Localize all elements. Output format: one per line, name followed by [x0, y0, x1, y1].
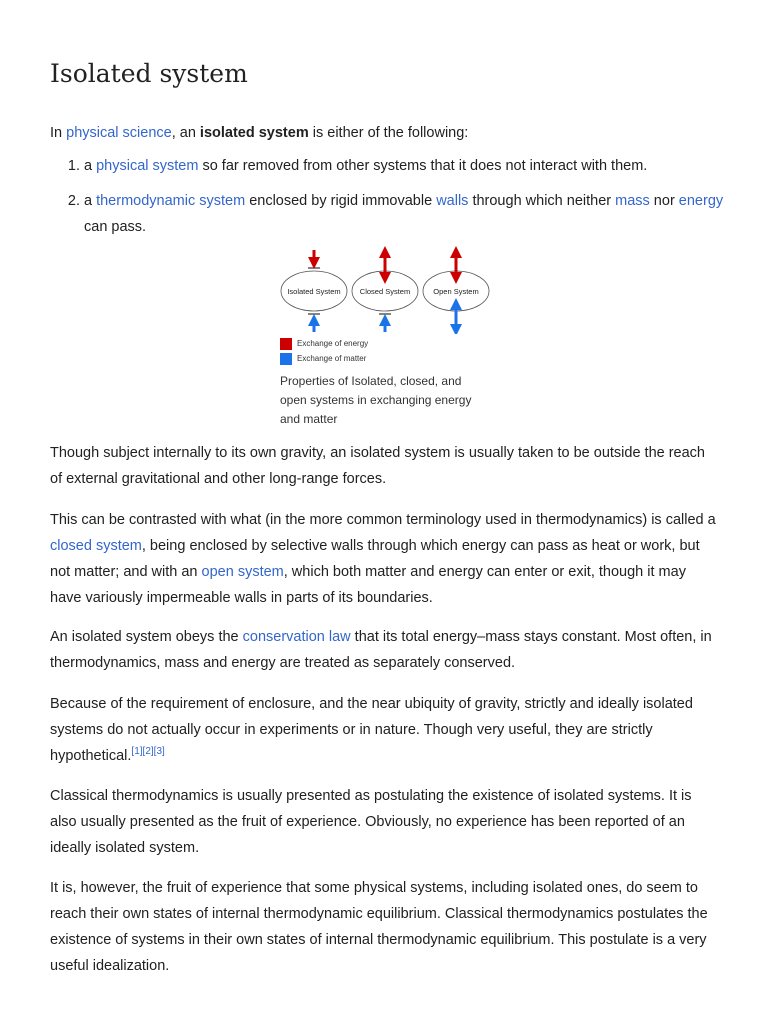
isolated-system-node [281, 250, 347, 332]
paragraph: It is, however, the fruit of experience that some physical systems, including isolated ones, do seem to reach their own states of internal thermodynamic equilibrium. Classical thermodynamics postulates the existence of systems in their own states of internal thermodynamic equilibrium. This postulate is a very useful idealization. [50, 880, 708, 974]
intro-text: is either of the following: [308, 125, 469, 141]
list-text: a [84, 193, 97, 209]
citation-refs [131, 746, 164, 757]
legend-label: Exchange of energy [297, 339, 369, 348]
link-physical-system[interactable]: physical system [96, 158, 199, 174]
citation-link[interactable]: [2] [142, 746, 154, 758]
paragraph [50, 691, 720, 769]
intro-text: In [50, 125, 67, 141]
link-energy[interactable]: energy [678, 193, 724, 209]
link-open-system[interactable]: open system [201, 564, 284, 580]
paragraph-text: that its total energy–mass stays constant. Most often, in thermodynamics, mass and energy are treated as separately conserved. [50, 629, 712, 671]
paragraph-text: , which both matter and energy can enter or exit, though it may have variously impermeable walls in parts of its boundaries. [50, 564, 686, 606]
bold-term: isolated system [199, 125, 309, 141]
page-title: Isolated system [50, 59, 248, 88]
paragraph-text: An isolated system obeys the [50, 629, 243, 645]
list-text: so far removed from other systems that it does not interact with them. [198, 158, 648, 174]
list-text: nor [649, 193, 679, 209]
link-closed-system[interactable]: closed system [50, 538, 142, 554]
paragraph-text: This can be contrasted with what (in the more common terminology used in thermodynamics) is called a [50, 512, 716, 528]
intro-text: , an [171, 125, 200, 141]
paragraph [50, 507, 720, 611]
link-conservation-law[interactable]: conservation law [242, 629, 351, 645]
list-text: enclosed by rigid immovable [245, 193, 437, 209]
systems-diagram [280, 244, 495, 334]
list-item [84, 153, 724, 179]
citation-link[interactable]: [3] [153, 746, 165, 758]
link-walls[interactable]: walls [436, 193, 469, 209]
closed-system-label: Closed System [359, 287, 411, 296]
paragraph [50, 624, 720, 676]
matter-swatch-icon [280, 353, 292, 365]
link-mass[interactable]: mass [615, 193, 650, 209]
list-text: through which neither [468, 193, 616, 209]
open-system-label: Open System [433, 287, 479, 296]
legend-item [280, 336, 495, 351]
list-text: can pass. [84, 219, 147, 235]
figure-caption: Properties of Isolated, closed, and open systems in exchanging energy and matter [280, 374, 472, 426]
isolated-system-label: Isolated System [287, 287, 341, 296]
systems-figure[interactable] [280, 244, 495, 429]
link-physical-science[interactable]: physical science [66, 125, 172, 141]
paragraph-text: , being enclosed by selective walls through which energy can pass as heat or work, but not matter; and with an [50, 538, 700, 580]
closed-system-node [352, 252, 418, 332]
paragraph-text: Because of the requirement of enclosure, and the near ubiquity of gravity, strictly and ideally isolated systems do not actually occur in experiments or in nature. Though very useful, they are strictly hypothetical. [50, 696, 693, 764]
link-thermodynamic-system[interactable]: thermodynamic system [96, 193, 246, 209]
list-item [84, 188, 724, 240]
definition-list [50, 153, 724, 249]
citation-link[interactable]: [1] [131, 746, 143, 758]
legend-item [280, 351, 495, 366]
intro-paragraph [50, 120, 720, 146]
energy-swatch-icon [280, 338, 292, 350]
legend-label: Exchange of matter [297, 354, 367, 363]
paragraph: Though subject internally to its own gravity, an isolated system is usually taken to be outside the reach of external gravitational and other long-range forces. [50, 445, 705, 487]
paragraph: Classical thermodynamics is usually presented as postulating the existence of isolated systems. It is also usually presented as the fruit of experience. Obviously, no experience has been reported of an ideally isolated system. [50, 788, 692, 856]
list-text: a [84, 158, 97, 174]
open-system-node [423, 252, 489, 330]
figure-legend [280, 336, 495, 366]
